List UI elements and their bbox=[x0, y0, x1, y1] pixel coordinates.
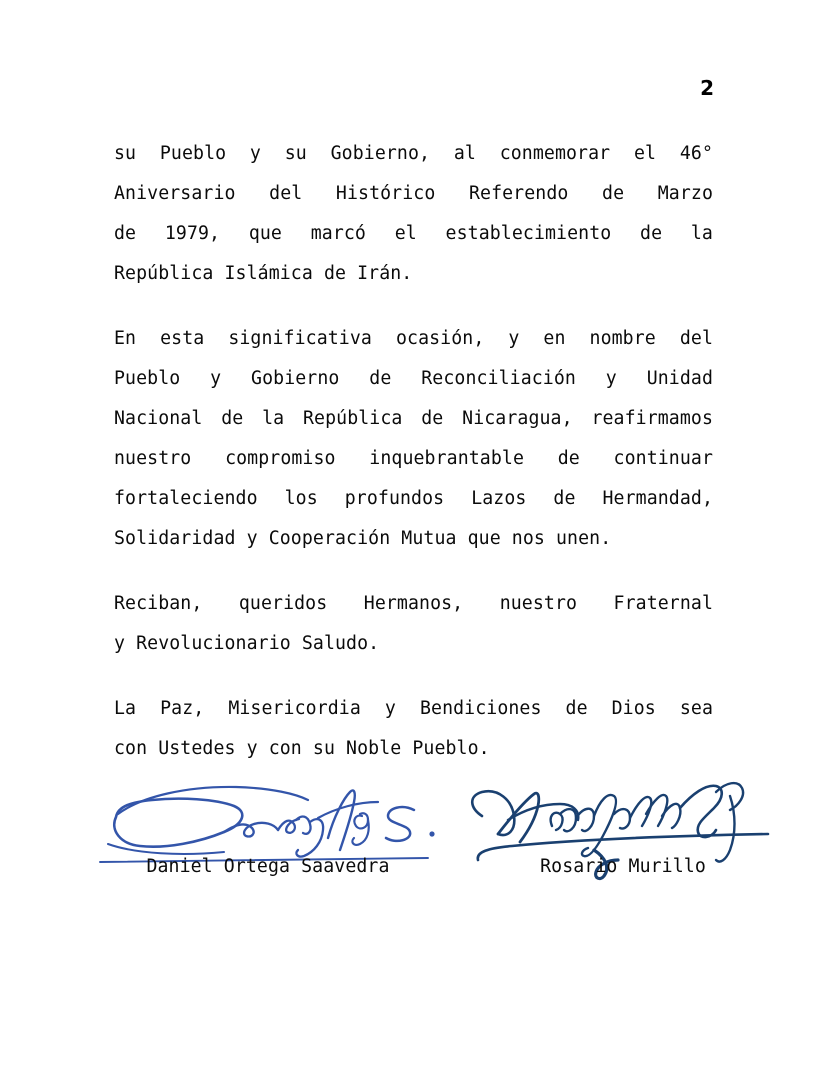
text-line: de 1979, que marcó el establecimiento de la bbox=[114, 223, 713, 244]
signature-name-daniel-ortega: Daniel Ortega Saavedra bbox=[146, 856, 390, 877]
letter-body bbox=[114, 134, 713, 769]
text-line: con Ustedes y con su Noble Pueblo. bbox=[114, 738, 490, 759]
text-line: fortaleciendo los profundos Lazos de Hermandad, bbox=[114, 488, 713, 509]
text-line: En esta significativa ocasión, y en nombre del bbox=[114, 328, 713, 349]
text-line: nuestro compromiso inquebrantable de continuar bbox=[114, 448, 713, 469]
paragraph-3 bbox=[114, 584, 713, 664]
page-number: 2 bbox=[700, 76, 714, 100]
paragraph-1 bbox=[114, 134, 713, 294]
paragraph-4 bbox=[114, 689, 713, 769]
text-line: su Pueblo y su Gobierno, al conmemorar el 46° bbox=[114, 143, 713, 164]
signature-name-rosario-murillo: Rosario Murillo bbox=[540, 856, 706, 877]
text-line: Pueblo y Gobierno de Reconciliación y Unidad bbox=[114, 368, 713, 389]
text-line: y Revolucionario Saludo. bbox=[114, 633, 380, 654]
paragraph-2 bbox=[114, 319, 713, 559]
signature-block bbox=[0, 772, 825, 892]
text-line: Nacional de la República de Nicaragua, reafirmamos bbox=[114, 408, 713, 429]
text-line: La Paz, Misericordia y Bendiciones de Dios sea bbox=[114, 698, 713, 719]
text-line: República Islámica de Irán. bbox=[114, 263, 413, 284]
text-line: Solidaridad y Cooperación Mutua que nos unen. bbox=[114, 528, 612, 549]
text-line: Aniversario del Histórico Referendo de Marzo bbox=[114, 183, 713, 204]
text-line: Reciban, queridos Hermanos, nuestro Fraternal bbox=[114, 593, 713, 614]
